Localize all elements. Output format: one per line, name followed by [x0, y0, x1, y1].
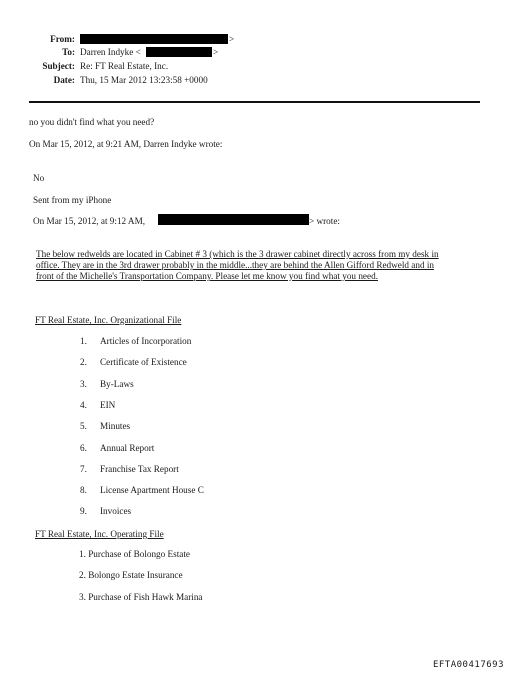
org-item-number: 2. — [80, 357, 87, 368]
org-item-number: 7. — [80, 463, 87, 474]
op-item: 2. Bolongo Estate Insurance — [79, 570, 183, 581]
org-item-number: 6. — [80, 442, 87, 453]
org-item-number: 1. — [80, 336, 87, 346]
org-item-text: Articles of Incorporation — [100, 336, 192, 346]
date-label: Date: — [53, 75, 75, 85]
from-tail: > — [229, 34, 235, 44]
subject-value: Re: FT Real Estate, Inc. — [80, 61, 169, 71]
org-item-number: 5. — [80, 421, 87, 432]
org-item-text: Certificate of Existence — [100, 357, 187, 368]
org-item-text: EIN — [100, 399, 116, 410]
notice-line: office. They are in the 3rd drawer probably in the middle...they are behind the Allen Gifford Redweld and in — [36, 260, 435, 270]
org-item-number: 9. — [80, 506, 87, 517]
no-line: No — [33, 173, 45, 183]
quote-header-2-suffix: > wrote: — [309, 216, 340, 226]
to-value: Darren Indyke < — [80, 47, 141, 57]
reply-line: no you didn't find what you need? — [29, 117, 155, 127]
notice-line: front of the Michelle's Transportation Company. Please let me know you find what you need. — [36, 271, 378, 281]
op-item: 1. Purchase of Bolongo Estate — [79, 549, 190, 559]
to-tail: > — [213, 47, 219, 57]
org-item-number: 3. — [80, 378, 87, 389]
redaction-bar — [158, 214, 309, 225]
org-item-text: Franchise Tax Report — [100, 463, 179, 474]
org-item-text: License Apartment House C — [100, 485, 204, 496]
org-file-title: FT Real Estate, Inc. Organizational File — [35, 315, 182, 325]
signature-line: Sent from my iPhone — [33, 195, 112, 205]
quote-header-1: On Mar 15, 2012, at 9:21 AM, Darren Indyke wrote: — [29, 139, 223, 149]
notice-line: The below redwelds are located in Cabinet # 3 (which is the 3 drawer cabinet directly across from my desk in — [36, 249, 439, 259]
to-label: To: — [62, 47, 75, 57]
subject-label: Subject: — [42, 61, 75, 71]
org-item-text: By-Laws — [100, 378, 134, 389]
op-item: 3. Purchase of Fish Hawk Marina — [79, 591, 203, 602]
org-item-number: 8. — [80, 485, 87, 496]
location-notice — [36, 249, 484, 282]
redaction-bar — [146, 47, 212, 57]
org-item-text: Invoices — [100, 506, 132, 517]
quote-header-2-prefix: On Mar 15, 2012, at 9:12 AM, — [33, 216, 146, 226]
redaction-bar — [80, 34, 228, 44]
header-divider — [29, 101, 480, 103]
from-label: From: — [50, 34, 75, 44]
org-item-number: 4. — [80, 399, 87, 410]
org-item-text: Annual Report — [100, 442, 155, 453]
document-id: EFTA00417693 — [432, 659, 504, 670]
op-file-title: FT Real Estate, Inc. Operating File — [35, 529, 164, 539]
date-value: Thu, 15 Mar 2012 13:23:58 +0000 — [80, 75, 208, 85]
org-item-text: Minutes — [100, 421, 131, 432]
